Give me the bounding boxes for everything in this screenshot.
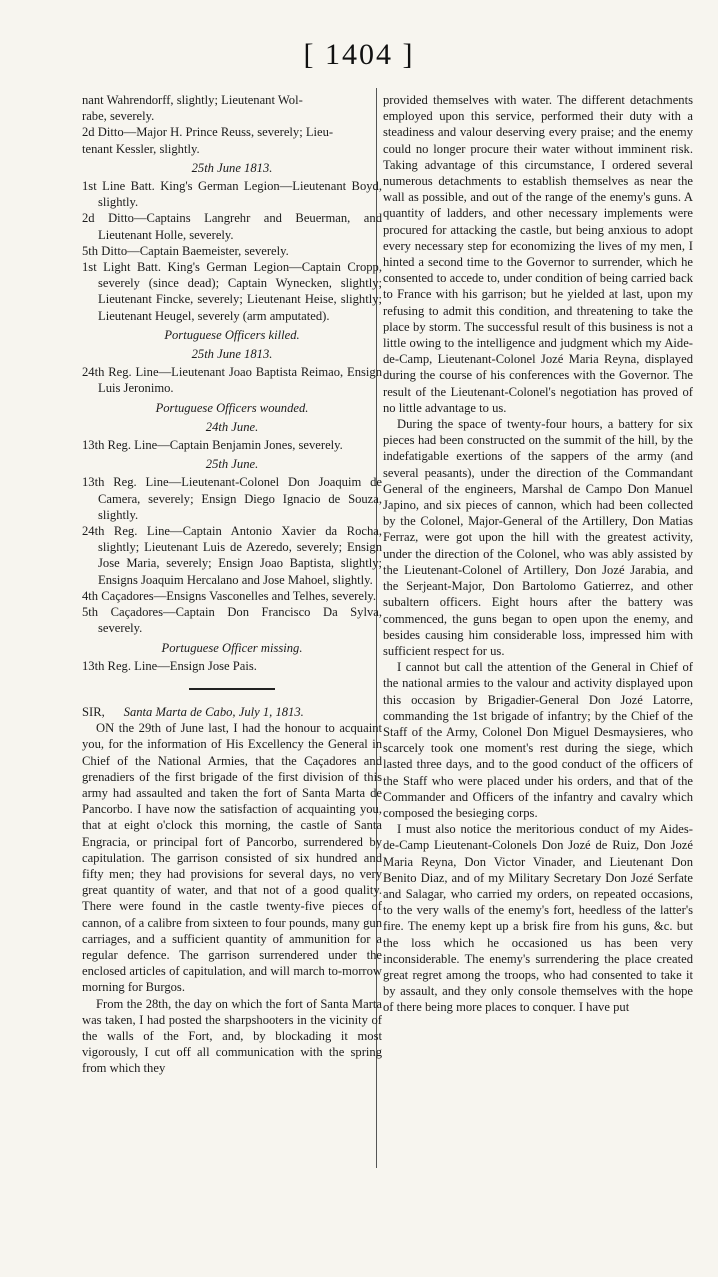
- page-number: [ 1404 ]: [303, 38, 415, 71]
- letter-paragraph: ON the 29th of June last, I had the honour to acquaint you, for the information of His Excellency the General in Chief of the National Armies, that the Caçadores and grenadiers of the first brigade of the first division of this army had assaulted and taken the fort of Santa Marta de Pancorbo. I have now the satisfaction of acquainting you, that at eight o'clock this morning, the castle of Santa Engracia, or principal fort of Pancorbo, surrendered by capitulation. The garrison consisted of six hundred and fifty men; they had provisions for several days, no very great quantity of water, and that not of a good quality. There were found in the castle twenty-five pieces of cannon, of a calibre from sixteen to four pounds, many gun carriages, and a sufficient quantity of ammunition for a regular defence. The garrison surrendered under the enclosed articles of capitulation, and will march to-morrow morning for Burgos.: [82, 721, 382, 995]
- casualty-entry: 24th Reg. Line—Captain Antonio Xavier da Rocha, slightly; Lieutenant Luis de Azeredo, severely; Ensign Jose Maria, severely; Ensign Joao Baptista, slightly; Ensigns Joaquim Hercalano and Jose Mahoel, slightly.: [82, 524, 382, 587]
- casualty-entry: 1st Line Batt. King's German Legion—Lieutenant Boyd, slightly.: [82, 179, 382, 210]
- right-column: [383, 92, 693, 1016]
- section-rule: [189, 688, 275, 690]
- intro-line: tenant Kessler, slightly.: [82, 141, 200, 156]
- section-heading: Portuguese Officer missing.: [161, 640, 303, 655]
- letter-paragraph: I cannot but call the attention of the General in Chief of the national armies to the valour and activity displayed upon this occasion by Brigadier-General Don Jozé Latorre, commanding the 1st brigade of infantry; by the Chief of the Staff of the Army, Colonel Don Miguel Desmaysieres, who scarcely took one moment's rest during the siege, which lasted three days, and to the good conduct of the officers of the Staff who were placed under his orders, and that of the Commander and Officers of the infantry and cavalry which composed the besieging corps.: [383, 660, 693, 820]
- casualty-entry: 5th Caçadores—Captain Don Francisco Da Sylva, severely.: [82, 605, 382, 636]
- letter-paragraph: During the space of twenty-four hours, a battery for six pieces had been constructed on the summit of the hill, by the indefatigable exertions of the sappers of the army (and several peasants), under the direction of the Commandant General of the engineers, Marshal de Campo Don Manuel Japino, and six pieces of cannon, which had been collected by the Colonel, Major-General of the Artillery, Don Matias Ferraz, were got upon the hill with the greatest activity, under the direction of the Colonel, who was ably assisted by the Lieutenant-Colonel of Artillery, Don Jozé Jarabia, and the Serjeant-Major, Don Bartolomo Gatierrez, and other subaltern officers. Eight hours after the battery was commenced, the guns began to open upon the enemy, and besides causing him considerable loss, impressed him with sufficient respect for us.: [383, 417, 693, 658]
- casualty-entry: 1st Light Batt. King's German Legion—Captain Cropp, severely (since dead); Captain Wynecken, slightly; Lieutenant Fincke, severely; Lieutenant Heise, slightly; Lieutenant Heugel, severely (arm amputated).: [82, 260, 382, 323]
- section-date: 24th June.: [205, 419, 259, 434]
- intro-line: nant Wahrendorff, slightly; Lieutenant Wol-: [82, 93, 303, 107]
- section-date: 25th June.: [205, 457, 259, 472]
- letter-paragraph: From the 28th, the day on which the fort of Santa Marta was taken, I had posted the sharpshooters in the vicinity of the walls of the Fort, and, by blockading it most vigorously, I cut off all communication with the spring from which they: [82, 996, 382, 1076]
- letter-paragraph: I must also notice the meritorious conduct of my Aides-de-Camp Lieutenant-Colonels Don Jozé de Ruiz, Don Jozé Maria Reyna, Don Victor Vinader, and Lieutenant Don Benito Diaz, and of my Military Secretary Don Jozé Serfate and Salagar, who carried my orders, on repeated occasions, to the very walls of the enemy's fort, heedless of the latter's fire. The enemy kept up a brisk fire from his guns, &c. but the loss which he occasioned us has been very inconsiderable. The enemy's surrendering the place created great regret among the troops, who had consented to take it by assault, and they only console themselves with the hope of there being more places to conquer. I have put: [383, 822, 693, 1015]
- casualty-entry: 2d Ditto—Captains Langrehr and Beuerman, and Lieutenant Holle, severely.: [82, 211, 382, 242]
- casualty-entry: 4th Caçadores—Ensigns Vasconelles and Telhes, severely.: [82, 588, 377, 603]
- section-heading: Portuguese Officers killed.: [164, 327, 300, 342]
- section-heading: Portuguese Officers wounded.: [155, 400, 309, 415]
- section-date: 25th June 1813.: [191, 347, 273, 362]
- left-column: [82, 92, 382, 1077]
- intro-line: 2d Ditto—Major H. Prince Reuss, severely; Lieu-: [82, 125, 334, 140]
- section-date: 25th June 1813.: [191, 160, 273, 175]
- letter-dateline: Santa Marta de Cabo, July 1, 1813.: [123, 704, 304, 719]
- casualty-entry: 13th Reg. Line—Lieutenant-Colonel Don Joaquim de Camera, severely; Ensign Diego Ignacio de Souza, slightly.: [82, 475, 382, 522]
- intro-line: rabe, severely.: [82, 109, 155, 124]
- letter-heading: [82, 704, 382, 720]
- letter-salutation: SIR,: [82, 704, 105, 719]
- casualty-entry: 13th Reg. Line—Captain Benjamin Jones, severely.: [82, 438, 343, 453]
- casualty-entry: 5th Ditto—Captain Baemeister, severely.: [82, 243, 289, 258]
- casualty-entry: 13th Reg. Line—Ensign Jose Pais.: [82, 658, 257, 673]
- casualty-entry: 24th Reg. Line—Lieutenant Joao Baptista Reimao, Ensign Luis Jeronimo.: [82, 365, 382, 396]
- letter-paragraph: provided themselves with water. The different detachments employed upon this service, performed their duty with a steadiness and valour deserving every praise; and the enemy could no longer procure their water without imminent risk. Taking advantage of this circumstance, I ordered several numerous detachments to establish themselves as near the wall as possible, and out of the range of the enemy's guns. A quantity of ladders, and other necessary implements were procured for attacking the castle, but being anxious to adopt every necessary step for economizing the lives of my men, I hinted a second time to the Governor to surrender, which he consented to accede to, under condition of being carried back to France with his garrison; but he yielded at last, upon my refusing to admit this condition, and threatening to take the place by storm. The successful result of this business is not a little owing to the intelligence and judgment which my Aide-de-Camp, Lieutenant-Colonel Jozé Maria Reyna, displayed during the course of his conferences with the Governor. The result of the Lieutenant-Colonel's negotiation has proved of no little advantage to us.: [383, 93, 693, 415]
